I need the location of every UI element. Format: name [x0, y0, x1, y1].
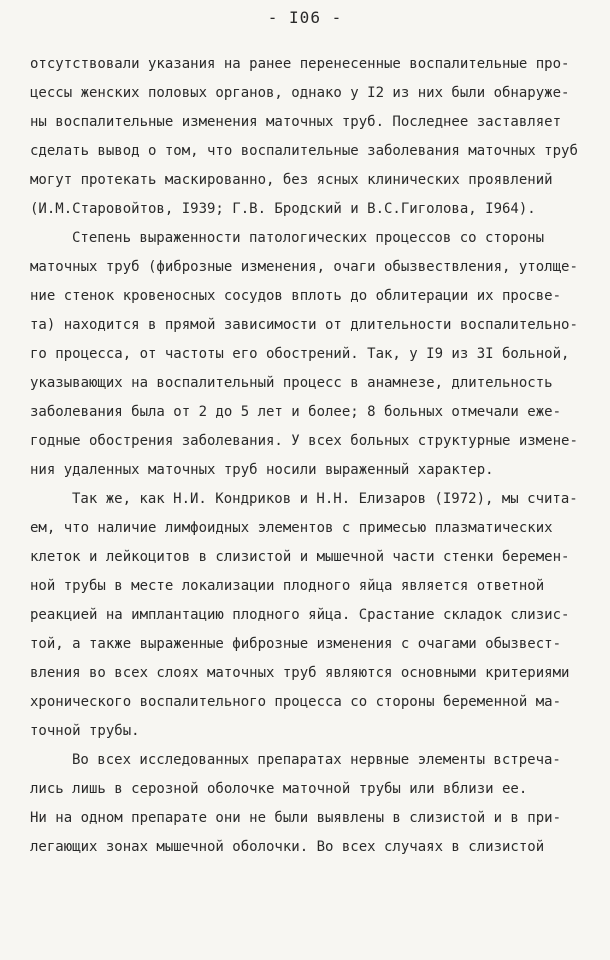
- text-line: могут протекать маскированно, без ясных клинических проявлений: [30, 172, 553, 188]
- text-line: лись лишь в серозной оболочке маточной трубы или вблизи ее.: [30, 781, 528, 797]
- text-line: указывающих на воспалительный процесс в анамнезе, длительность: [30, 375, 553, 391]
- text-line: ной трубы в месте локализации плодного яйца является ответной: [30, 578, 545, 594]
- text-line: ем, что наличие лимфоидных элементов с примесью плазматических: [30, 520, 553, 536]
- text-line: точной трубы.: [30, 723, 140, 739]
- text-line: отсутствовали указания на ранее перенесенные воспалительные про-: [30, 56, 570, 72]
- text-line: Ни на одном препарате они не были выявлены в слизистой и в при-: [30, 810, 562, 826]
- text-line: ния удаленных маточных труб носили выраженный характер.: [30, 462, 494, 478]
- text-line: сделать вывод о том, что воспалительные заболевания маточных труб: [30, 143, 578, 159]
- text-line: го процесса, от частоты его обострений. Так, у I9 из 3I больной,: [30, 346, 570, 362]
- text-line: цессы женских половых органов, однако у I2 из них были обнаруже-: [30, 85, 570, 101]
- text-line: ние стенок кровеносных сосудов вплоть до облитерации их просве-: [30, 288, 562, 304]
- text-line: Степень выраженности патологических процессов со стороны: [72, 230, 545, 246]
- text-line: хронического воспалительного процесса со стороны беременной ма-: [30, 694, 562, 710]
- text-line: заболевания была от 2 до 5 лет и более; 8 больных отмечали еже-: [30, 404, 562, 420]
- page-number: - I06 -: [267, 8, 343, 27]
- text-line: маточных труб (фиброзные изменения, очаги обызвествления, утолще-: [30, 259, 578, 275]
- text-line: вления во всех слоях маточных труб являются основными критериями: [30, 665, 570, 681]
- text-line: реакцией на имплантацию плодного яйца. Срастание складок слизис-: [30, 607, 570, 623]
- text-line: Так же, как Н.И. Кондриков и Н.Н. Елизаров (I972), мы счита-: [72, 491, 578, 507]
- text-line: той, а также выраженные фиброзные изменения с очагами обызвест-: [30, 636, 562, 652]
- text-line: та) находится в прямой зависимости от длительности воспалительно-: [30, 317, 578, 333]
- text-line: легающих зонах мышечной оболочки. Во всех случаях в слизистой: [30, 839, 545, 855]
- text-line: клеток и лейкоцитов в слизистой и мышечной части стенки беремен-: [30, 549, 570, 565]
- text-line: Во всех исследованных препаратах нервные элементы встреча-: [72, 752, 561, 768]
- text-line: годные обострения заболевания. У всех больных структурные измене-: [30, 433, 578, 449]
- text-line: ны воспалительные изменения маточных труб. Последнее заставляет: [30, 114, 562, 130]
- text-line: (И.М.Старовойтов, I939; Г.В. Бродский и В.С.Гиголова, I964).: [30, 201, 536, 217]
